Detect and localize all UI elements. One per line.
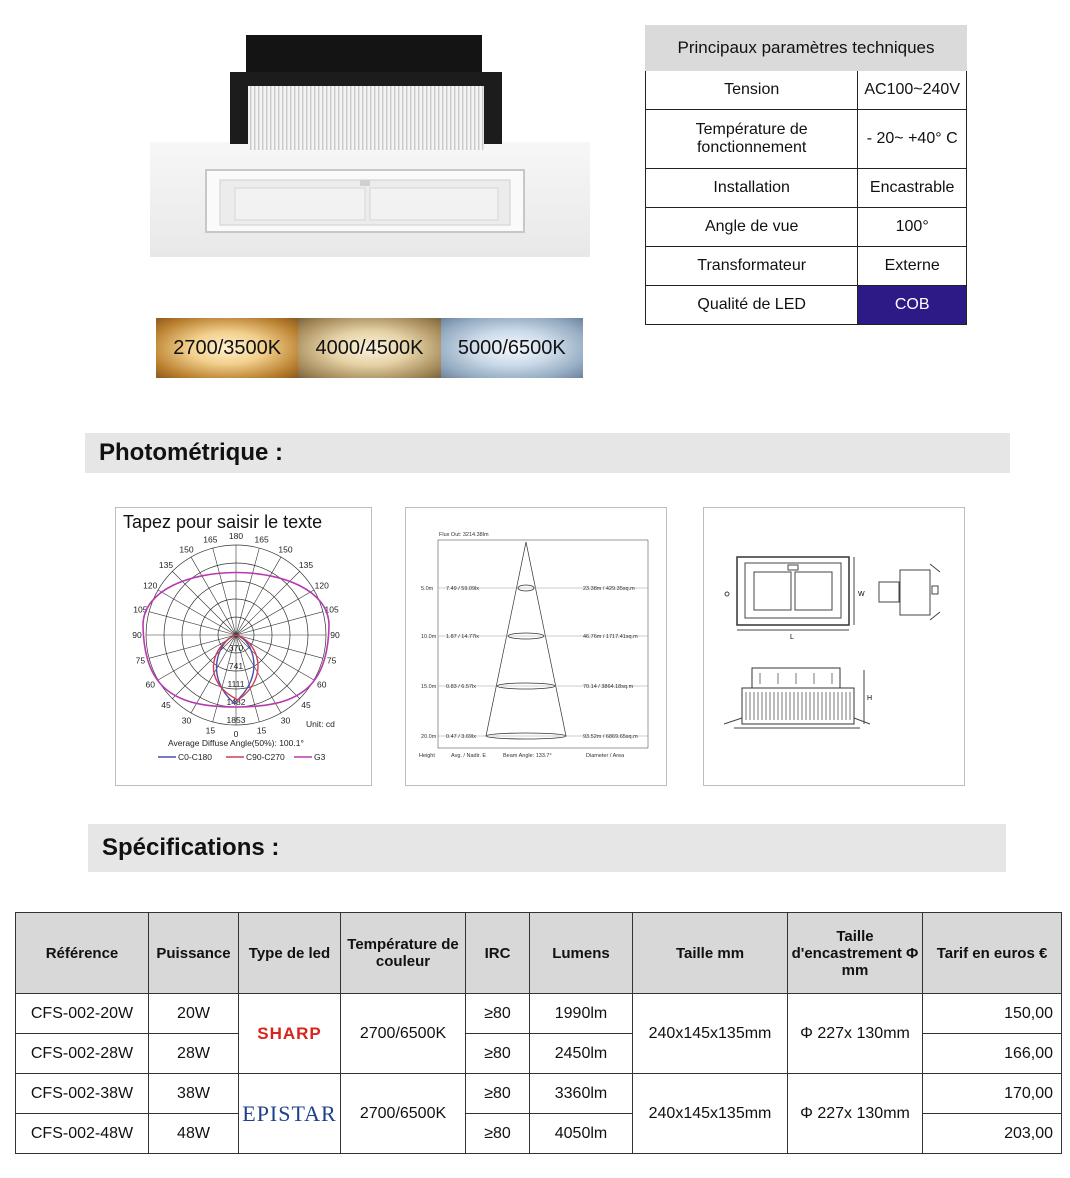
cell-cut-out: Φ 227x 130mm [788,994,923,1074]
polar-spoke [236,635,300,699]
technical-params-table [645,25,967,325]
ring-value: 1853 [226,715,246,725]
height-label: 15.0m [421,684,437,690]
angle-label: 75 [135,655,146,666]
angle-label: 75 [326,655,337,666]
swatch-neutral: 4000/4500K [298,318,440,378]
angle-label: 150 [278,544,293,555]
diameter-label: 70.14 / 3864.18sq.m [583,684,634,690]
height-label: 5.0m [421,586,434,592]
polar-diagram [116,508,371,785]
footer-beam: Beam Angle: 133.7° [503,753,552,759]
angle-label: 120 [314,580,329,591]
illuminance-label: 0.47 / 3.69lx [446,734,476,740]
legend-label: C90-C270 [246,752,285,762]
param-value: Externe [858,247,967,286]
param-label: Qualité de LED [646,286,858,325]
param-label: Température de fonctionnement [646,110,858,169]
polar-spoke [236,612,323,635]
angle-label: 180 [228,531,244,541]
polar-spoke [236,590,314,635]
cell-size: 240x145x135mm [633,994,788,1074]
section-title: Spécifications : [102,834,280,861]
cell-reference: CFS-002-28W [16,1034,149,1074]
angle-label: 90 [132,630,142,640]
param-label: Angle de vue [646,208,858,247]
sharp-logo: SHARP [257,1023,322,1043]
swatch-warm: 2700/3500K [156,318,298,378]
cone-diagram [406,508,666,785]
angle-label: 45 [301,700,311,711]
angle-label: 150 [179,544,194,555]
angle-label: 135 [298,559,314,570]
param-label: Installation [646,169,858,208]
section-specifications [88,824,1006,872]
cell-led-type [239,994,341,1074]
param-value: AC100~240V [858,71,967,110]
cell-size: 240x145x135mm [633,1074,788,1154]
header-color-temp: Température de couleur [341,913,466,994]
cell-power: 20W [149,994,239,1034]
angle-label: 60 [145,679,155,690]
cell-lumens: 3360lm [530,1074,633,1114]
header-power: Puissance [149,913,239,994]
param-value: Encastrable [858,169,967,208]
footer-height: Height [419,753,435,759]
section-photometry [85,433,1010,473]
angle-label: 105 [133,604,148,615]
diameter-label: 46.76m / 1717.41sq.m [583,634,638,640]
illuminance-label: 0.83 / 6.57lx [446,684,476,690]
polar-diagram-panel [115,507,372,786]
header-cut-out: Taille d'encastrement Φ mm [788,913,923,994]
polar-spoke [191,557,236,635]
section-title: Photométrique : [99,439,283,466]
header-lumens: Lumens [530,913,633,994]
specifications-table [15,912,1062,1154]
polar-spoke [213,548,236,635]
color-temperature-swatches [156,318,583,378]
cell-reference: CFS-002-20W [16,994,149,1034]
height-label: 20.0m [421,734,437,740]
header-price: Tarif en euros € [923,913,1062,994]
ring-value: 370 [228,643,244,653]
ring-value: 1111 [227,679,245,689]
polar-spoke [172,635,236,699]
dimension-drawing [704,508,964,785]
illuminance-label: 7.49 / 59.09lx [446,586,480,592]
illuminance-label: 1.87 / 14.77lx [446,634,480,640]
cell-price: 150,00 [923,994,1062,1034]
param-value: - 20~ +40° C [858,110,967,169]
angle-label: 45 [161,700,171,711]
cell-reference: CFS-002-38W [16,1074,149,1114]
legend-label: C0-C180 [178,752,213,762]
angle-label: 90 [330,630,340,640]
angle-label: 60 [317,679,327,690]
cell-price: 203,00 [923,1114,1062,1154]
footer-diameter: Diameter / Area [586,753,625,759]
cell-power: 48W [149,1114,239,1154]
cell-lumens: 1990lm [530,994,633,1034]
cell-power: 38W [149,1074,239,1114]
dim-l-label: L [790,634,794,641]
footer-avg: Avg. / Nadir. E [451,753,487,759]
cell-lumens: 4050lm [530,1114,633,1154]
cell-irc: ≥80 [466,1034,530,1074]
epistar-logo: EPISTAR [242,1100,337,1126]
angle-label: 165 [254,534,269,545]
dim-w-label: W [858,591,865,598]
ring-value: 741 [228,661,244,671]
angle-label: 135 [158,559,174,570]
angle-label: 30 [280,715,291,726]
angle-label: 15 [256,725,267,736]
param-value: 100° [858,208,967,247]
cell-lumens: 2450lm [530,1034,633,1074]
param-label: Tension [646,71,858,110]
ring-value: 1482 [226,697,246,707]
cell-cut-out: Φ 227x 130mm [788,1074,923,1154]
cone-frame [438,540,648,748]
angle-label: 120 [143,580,158,591]
polar-spoke [149,612,236,635]
dimension-drawing-panel [703,507,965,786]
angle-label: 15 [205,725,216,736]
diffuse-angle-caption: Average Diffuse Angle(50%): 100.1° [168,738,304,748]
param-value-cob: COB [858,286,967,325]
dim-h-label: H [867,695,873,702]
header-size: Taille mm [633,913,788,994]
cell-price: 166,00 [923,1034,1062,1074]
cone-diagram-panel [405,507,667,786]
angle-label: 0 [233,729,239,739]
table-row [16,994,1062,1034]
cell-price: 170,00 [923,1074,1062,1114]
polar-spoke [158,590,236,635]
unit-label: Unit: cd [306,719,335,729]
angle-label: 165 [203,534,218,545]
cell-irc: ≥80 [466,1074,530,1114]
cell-irc: ≥80 [466,1114,530,1154]
header-reference: Référence [16,913,149,994]
polar-spoke [236,557,281,635]
param-label: Transformateur [646,247,858,286]
header-led-type: Type de led [239,913,341,994]
angle-label: 105 [324,604,339,615]
diameter-label: 23.38m / 429.35sq.m [583,586,635,592]
diameter-label: 93.52m / 6869.65sq.m [583,734,638,740]
params-title: Principaux paramètres techniques [646,26,967,71]
polar-spoke [236,548,259,635]
legend-label: G3 [314,752,326,762]
cell-reference: CFS-002-48W [16,1114,149,1154]
header-irc: IRC [466,913,530,994]
table-row [16,1074,1062,1114]
height-label: 10.0m [421,634,437,640]
placeholder-hint[interactable]: Tapez pour saisir le texte [123,512,323,532]
swatch-cool: 5000/6500K [441,318,583,378]
cell-color-temp: 2700/6500K [341,1074,466,1154]
flux-label: Flux Out: 3214.38lm [439,532,489,538]
cell-power: 28W [149,1034,239,1074]
product-image [150,30,590,260]
angle-label: 30 [181,715,192,726]
cell-led-type [239,1074,341,1154]
cell-irc: ≥80 [466,994,530,1034]
cell-color-temp: 2700/6500K [341,994,466,1074]
